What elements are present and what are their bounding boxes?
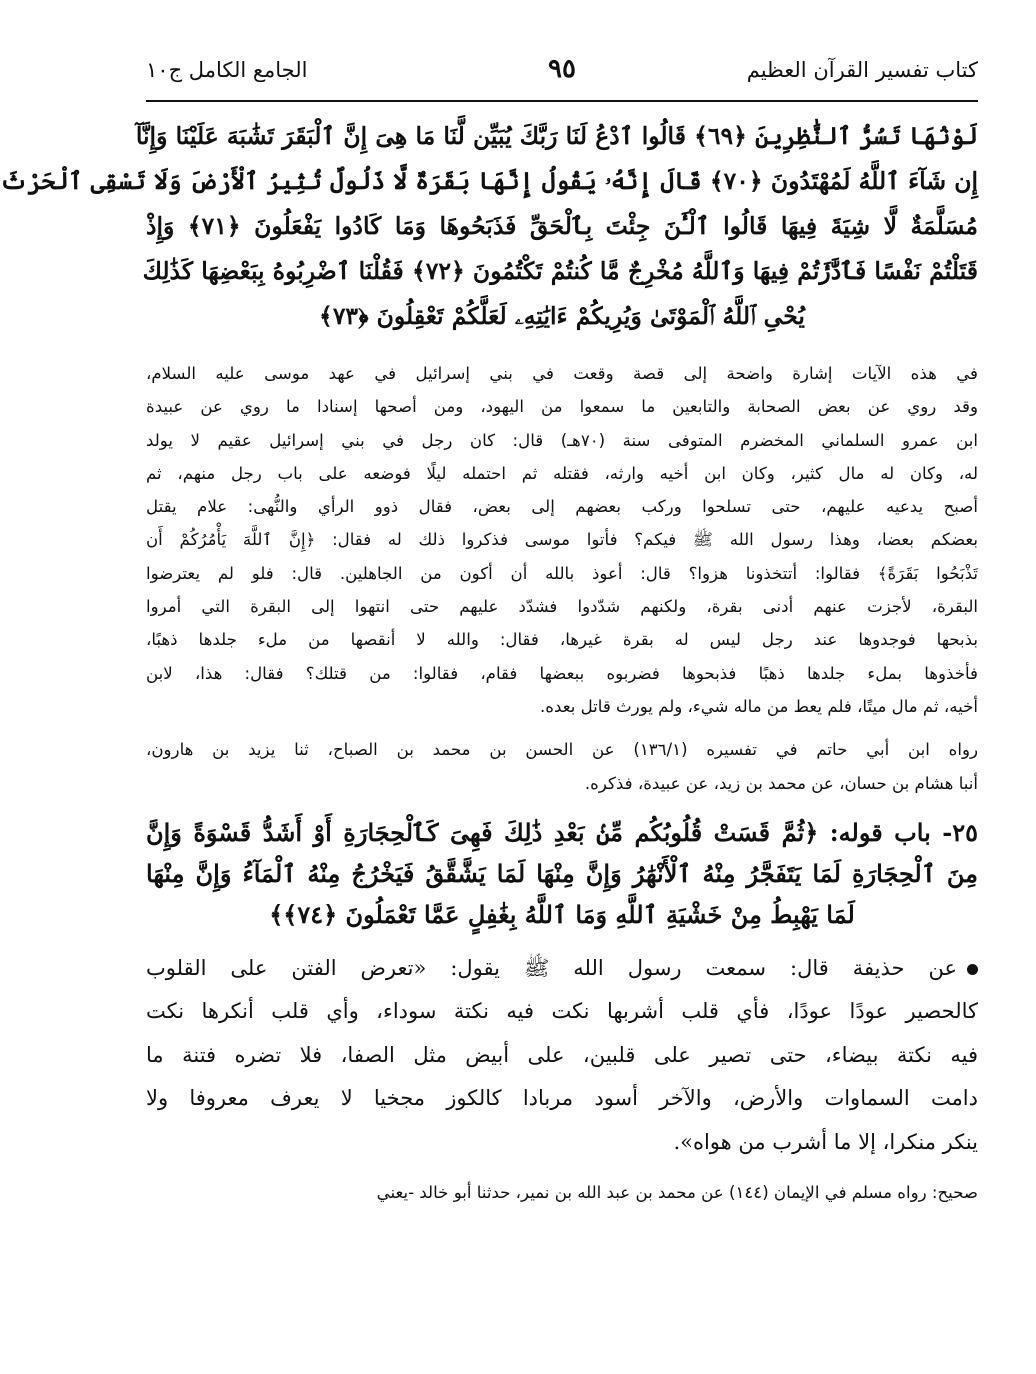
chapter-heading-line: لَمَا يَهْبِطُ مِنْ خَشْيَةِ ٱللَّهِ وَمَا ٱللَّهُ بِغَٰفِلٍ عَمَّا تَعْمَلُونَ ﴿٧٤﴾﴾ [269, 899, 855, 929]
quran-line: يُحْىِ ٱللَّهُ ٱلْمَوْتَىٰ وَيُرِيكُمْ ءَايَٰتِهِۦ لَعَلَّكُمْ تَعْقِلُونَ ﴿٧٣﴾ [319, 302, 805, 330]
commentary-line: أخيه، ثم مال ميتًا، فلم يعط من ماله شيء، ولم يورث قاتل بعده. [540, 696, 978, 716]
commentary-line: وقد روي عن بعض الصحابة والتابعين ما سمعوا من اليهود، ومن أصحها إسنادا ما روي عن عبيدة [146, 397, 978, 417]
commentary-line: فأخذوها بملء جلدها ذهبًا فذبحوها فضربوه ببعضها فقام، فقالوا: من قتلك؟ فقال: هذا، لابن [146, 663, 978, 683]
commentary-line: تَذْبَحُوا بَقَرَةً﴾ فقالوا: أتتخذونا هزوا؟ قال: أعوذ بالله أن أكون من الجاهلين. قال: فلو لم يعترضوا [146, 563, 978, 583]
hadith-line: كالحصير عودًا عودًا، فأي قلب أشربها نكت فيه نكتة سوداء، وأي قلب أنكرها نكت [146, 999, 978, 1024]
quran-line: مُسَلَّمَةٌ لَّا شِيَةَ فِيهَا قَالُوا ٱلْـَٰٔنَ جِئْتَ بِٱلْحَقِّ فَذَبَحُوهَا وَمَا كَادُوا يَفْعَلُونَ ﴿٧١﴾ وَإِذْ [146, 212, 979, 240]
page-number: ٩٥ [548, 54, 576, 84]
chapter-heading-line: ٢٥- باب قوله: ﴿ثُمَّ قَسَتْ قُلُوبُكُم مِّنۢ بَعْدِ ذَٰلِكَ فَهِىَ كَٱلْحِجَارَةِ أَوْ أَشَدُّ قَسْوَةً وَإِنَّ [146, 817, 978, 847]
commentary-line: بعضكم بعضا، وهذا رسول الله ﷺ فيكم؟ فأتوا موسى فذكروا ذلك له فقال: ﴿إِنَّ ٱللَّهَ يَأْمُرُكُمْ أَن [146, 530, 978, 550]
commentary-line: أصبح يدعيه عليهم، حتى تسلحوا وركب بعضهم إلى بعض، فقال ذوو الرأي والنُّهى: علام يقتل [146, 497, 978, 517]
book-title: كتاب تفسير القرآن العظيم [746, 58, 978, 82]
quran-line: قَتَلْتُمْ نَفْسًا فَٱدَّٰرَٰٔتُمْ فِيهَا وَٱللَّهُ مُخْرِجٌ مَّا كُنتُمْ تَكْتُمُونَ ﴿٧٢﴾ فَقُلْنَا ٱضْرِبُوهُ بِبَعْضِهَا كَذَٰلِكَ [142, 257, 978, 285]
commentary-line: له، وكان له مال كثير، وكان ابن أخيه وارثه، فقتله ثم احتمله ليلًا فوضعه على باب رجل منهم، ثم [146, 463, 978, 483]
quran-line: إِن شَآءَ ٱللَّهُ لَمُهْتَدُونَ ﴿٧٠﴾ قَالَ إِنَّهُۥ يَقُولُ إِنَّهَا بَقَرَةٌ لَّا ذَلُولٌ تُثِيرُ ٱلْأَرْضَ وَلَا تَسْقِى ٱلْحَرْثَ [0, 167, 978, 195]
commentary-line: في هذه الآيات إشارة واضحة إلى قصة وقعت في بني إسرائيل في عهد موسى عليه السلام، [146, 364, 978, 383]
commentary-line: البقرة، لأجزت عنهم أدنى بقرة، ولكنهم شدّدوا فشدّد عليهم حتى انتهوا إلى البقرة التي أمروا [146, 597, 978, 617]
hadith-line [146, 947, 978, 991]
page-header [146, 52, 978, 102]
chapter-heading-line: مِنَ ٱلْحِجَارَةِ لَمَا يَتَفَجَّرُ مِنْهُ ٱلْأَنْهَٰرُ وَإِنَّ مِنْهَا لَمَا يَشَّقَّقُ فَيَخْرُجُ مِنْهُ ٱلْمَآءُ وَإِنَّ مِنْهَا [146, 858, 978, 888]
commentary-line: بذبحها فوجدوها عند رجل ليس له بقرة غيرها، فقال: والله لا أنقصها من ملء جلدها ذهبًا، [146, 630, 978, 650]
hadith-line-text: عن حذيفة قال: سمعت رسول الله ﷺ يقول: «تعرض الفتن على القلوب [146, 955, 957, 980]
hadith-text [146, 947, 978, 1165]
quran-verses [0, 114, 979, 339]
source-line: رواه ابن أبي حاتم في تفسيره (١٣٦/١) عن الحسن بن محمد بن الصباح، ثنا يزيد بن هارون، [146, 740, 978, 760]
authenticity-note [146, 1176, 978, 1209]
commentary-paragraph [146, 357, 978, 723]
volume-title: الجامع الكامل ج١٠ [146, 58, 308, 82]
quran-line: لَوْنُهَا تَسُرُّ ٱلنَّٰظِرِينَ ﴿٦٩﴾ قَالُوا ٱدْعُ لَنَا رَبَّكَ يُبَيِّن لَّنَا مَا هِىَ إِنَّ ٱلْبَقَرَ تَشَٰبَهَ عَلَيْنَا وَإِنَّآ [135, 122, 978, 150]
bullet-icon [967, 964, 978, 975]
hadith-line: فيه نكتة بيضاء، حتى تصير على قلبين، على أبيض مثل الصفا، فلا تضره فتنة ما [146, 1042, 979, 1067]
chapter-heading [146, 812, 978, 935]
book-page [0, 52, 979, 1352]
source-line: أنبا هشام بن حسان، عن محمد بن زيد، عن عبيدة، فذكره. [584, 773, 978, 793]
hadith-line: دامت السماوات والأرض، والآخر أسود مربادا كالكوز مجخيا لا يعرف معروفا ولا [146, 1086, 978, 1111]
source-citation [146, 733, 978, 800]
note-line: صحيح: رواه مسلم في الإيمان (١٤٤) عن محمد بن عبد الله بن نمير، حدثنا أبو خالد -يعني [376, 1183, 978, 1203]
commentary-line: ابن عمرو السلماني المخضرم المتوفى سنة (٧٠هـ) قال: كان رجل في بني إسرائيل عقيم لا يولد [146, 430, 978, 450]
hadith-line: ينكر منكرا، إلا ما أشرب من هواه». [673, 1129, 978, 1154]
